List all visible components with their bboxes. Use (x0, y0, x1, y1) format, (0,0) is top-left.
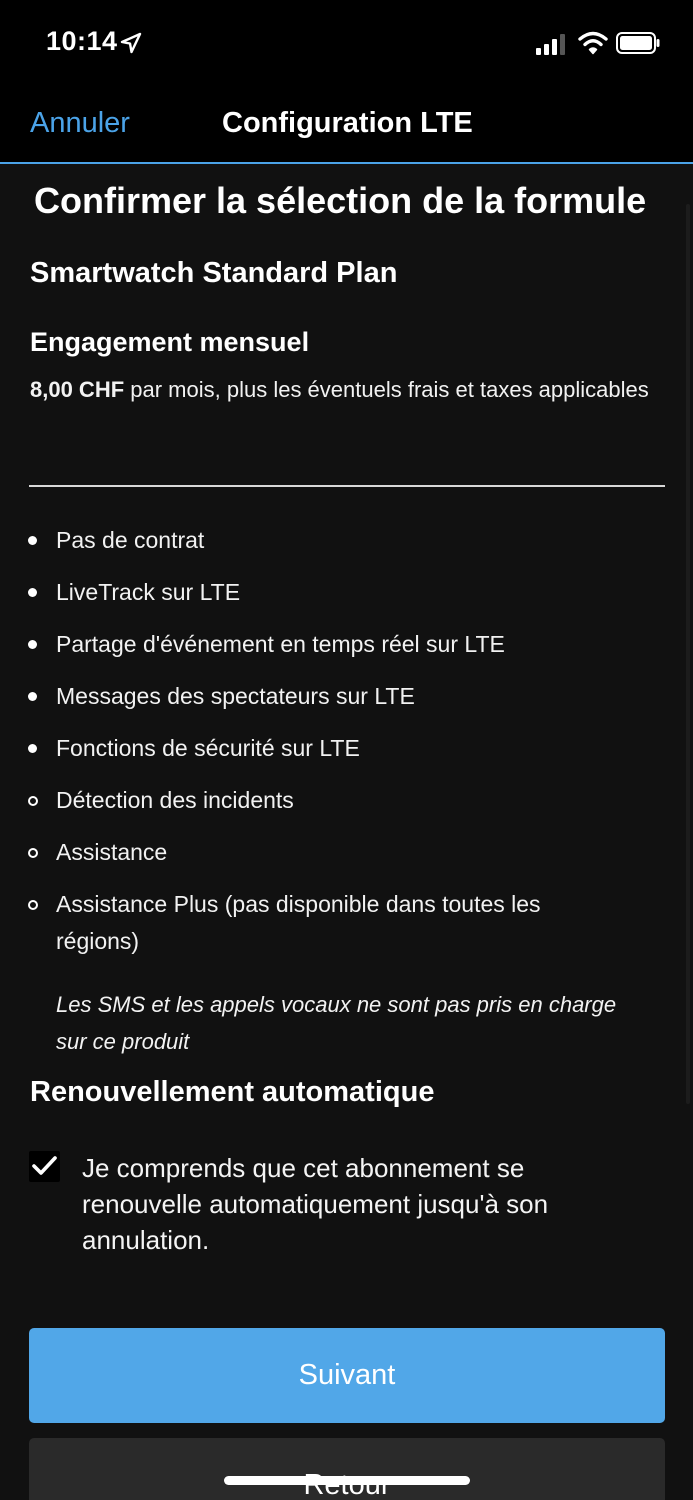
consent-checkbox[interactable] (29, 1151, 60, 1182)
feature-item (0, 782, 616, 819)
location-arrow-icon (120, 32, 142, 54)
consent-text[interactable]: Je comprends que cet abonnement se renouvelle automatiquement jusqu'à son annulation. (82, 1153, 549, 1255)
bullet-icon (28, 588, 37, 597)
feature-item (0, 886, 616, 960)
hollow-bullet-icon (28, 848, 38, 858)
feature-text: Partage d'événement en temps réel sur LTE (56, 631, 505, 657)
nav-bar (0, 90, 693, 164)
nav-title: Configuration LTE (222, 107, 473, 139)
back-button[interactable] (29, 1438, 665, 1500)
feature-text: Assistance (56, 839, 168, 865)
sms-voice-note: Les SMS et les appels vocaux ne sont pas pris en charge sur ce produit (56, 992, 617, 1054)
bullet-icon (28, 744, 37, 753)
battery-icon (616, 32, 660, 54)
cancel-button[interactable]: Annuler (30, 107, 130, 139)
feature-text: LiveTrack sur LTE (56, 579, 241, 605)
feature-text: Détection des incidents (56, 787, 294, 813)
checkmark-icon (32, 1155, 57, 1177)
wifi-icon (578, 31, 608, 55)
cellular-signal-icon (536, 33, 568, 55)
bullet-icon (28, 692, 37, 701)
price-suffix: par mois, plus les éventuels frais et taxes applicables (124, 377, 649, 402)
bullet-icon (28, 640, 37, 649)
hollow-bullet-icon (28, 796, 38, 806)
feature-text: Assistance Plus (pas disponible dans toutes les régions) (56, 891, 541, 954)
content-area[interactable] (0, 164, 693, 1500)
feature-text: Messages des spectateurs sur LTE (56, 683, 415, 709)
feature-text: Pas de contrat (56, 527, 205, 553)
feature-item (0, 730, 616, 767)
price-amount: 8,00 CHF (30, 377, 125, 402)
page-title: Confirmer la sélection de la formule (34, 180, 647, 221)
feature-item (0, 626, 616, 663)
hollow-bullet-icon (28, 900, 38, 910)
divider (29, 485, 665, 487)
commitment-title: Engagement mensuel (30, 327, 310, 357)
feature-item (0, 678, 616, 715)
bullet-icon (28, 536, 37, 545)
plan-name: Smartwatch Standard Plan (30, 257, 398, 289)
feature-list (0, 522, 693, 975)
feature-item (0, 574, 616, 611)
status-bar (0, 0, 693, 90)
feature-item (0, 522, 616, 559)
home-indicator[interactable] (224, 1476, 470, 1485)
next-button[interactable]: Suivant (29, 1328, 665, 1423)
feature-item (0, 834, 616, 871)
price-description (30, 372, 650, 408)
feature-text: Fonctions de sécurité sur LTE (56, 735, 360, 761)
status-time: 10:14 (46, 26, 118, 56)
renewal-title: Renouvellement automatique (30, 1076, 435, 1108)
